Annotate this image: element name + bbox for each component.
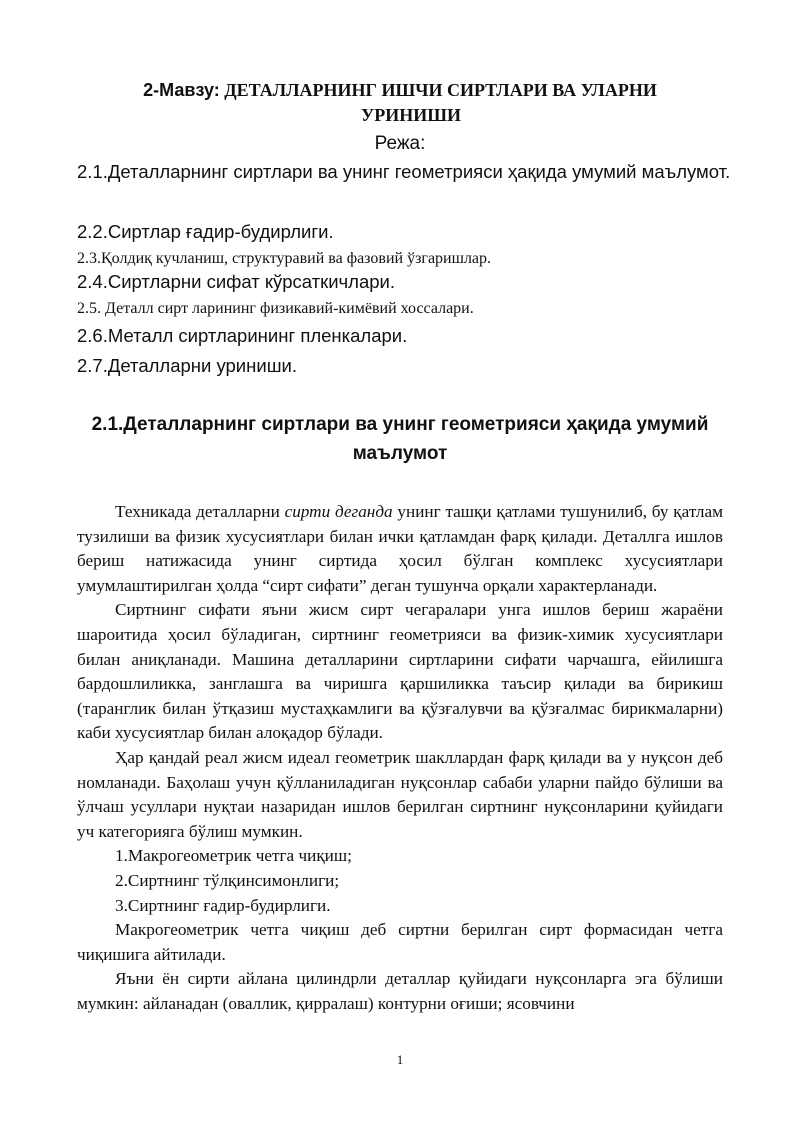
list-item-3: 3.Сиртнинг ғадир-будирлиги.: [115, 895, 331, 915]
plan-item-2-3: 2.3.Қолдиқ кучланиш, структуравий ва фазовий ўзгаришлар.: [77, 250, 492, 267]
page-number: 1: [396, 1052, 404, 1067]
plan-label: Режа:: [374, 133, 426, 154]
paragraph-1-emphasis: сирти деганда: [284, 502, 393, 521]
paragraph-4: Макрогеометрик четга чиқиш деб сиртни берилган сирт формасидан четга чиқишига айтилади.: [77, 920, 723, 964]
plan-item-2-7: 2.7.Деталларни уриниши.: [77, 355, 298, 376]
section-body: [77, 500, 723, 1016]
paragraph-1-rest: унинг ташқи қатлами тушунилиб, бу қатлам тузилиши ва физик хусусиятлари билан ички қатламдан фарқ қилади. Деталлга ишлов бериш натижасида унинг сиртида ҳосил бўлган комплекс хусусиятлари умумлаштирилган ҳолда “сирт сифати” деган тушунча орқали характерланади.: [77, 502, 723, 595]
paragraph-1-start: Техникада деталларни: [115, 502, 285, 521]
topic-title-line1: ДЕТАЛЛАРНИНГ ИШЧИ СИРТЛАРИ ВА УЛАРНИ: [224, 80, 657, 100]
plan-item-2-2: 2.2.Сиртлар ғадир-будирлиги.: [77, 221, 334, 242]
list-item-1: 1.Макрогеометрик четга чиқиш;: [115, 846, 352, 866]
section-title: 2.1.Деталларнинг сиртлари ва унинг геометрияси ҳақида умумий маълумот: [91, 414, 709, 464]
plan-item-2-5: 2.5. Деталл сирт ларининг физикавий-кимёвий хоссалари.: [77, 300, 474, 317]
topic-heading: [0, 78, 800, 128]
paragraph-1: [77, 500, 723, 598]
plan-item-2-1: 2.1.Деталларнинг сиртлари ва унинг геометрияси ҳақида умумий маълумот.: [77, 161, 731, 182]
plan-item-2-4: 2.4.Сиртларни сифат кўрсаткичлари.: [77, 271, 396, 292]
paragraph-2: Сиртнинг сифати яъни жисм сирт чегаралари унга ишлов бериш жараёни шароитида ҳосил бўладиган, сиртнинг геометрияси ва физик-химик хусусиятлари билан аниқланади. Машина деталларини сиртларини сифати чарчашга, ейилишга бардошлиликка, занглашга ва чиришга қаршиликка таъсир қилади ва бирикиш (таранглик билан ўтқазиш мустаҳкамлиги ва қўзғалувчи ва қўзғалмас бирикмаларни) каби хусусиятлар билан алоқадор бўлади.: [77, 600, 723, 743]
topic-title-line2: УРИНИШИ: [361, 105, 461, 125]
plan-item-2-6: 2.6.Металл сиртларининг пленкалари.: [77, 325, 408, 346]
paragraph-5: Яъни ён сирти айлана цилиндрли деталлар қуйидаги нуқсонларга эга бўлиши мумкин: айланадан (оваллик, қирралаш) контурни оғиши; ясовчини: [77, 969, 723, 1013]
paragraph-3: Ҳар қандай реал жисм идеал геометрик шакллардан фарқ қилади ва у нуқсон деб номланади. Баҳолаш учун қўлланиладиган нуқсонлар сабаби уларни пайдо бўлиши ва ўлчаш усуллари нуқтаи назаридан ишлов берилган сиртнинг нуқсонларини қуйидаги уч категорияга бўлиш мумкин.: [77, 747, 723, 841]
list-item-2: 2.Сиртнинг тўлқинсимонлиги;: [115, 870, 340, 890]
topic-prefix: 2-Мавзу:: [143, 80, 220, 100]
